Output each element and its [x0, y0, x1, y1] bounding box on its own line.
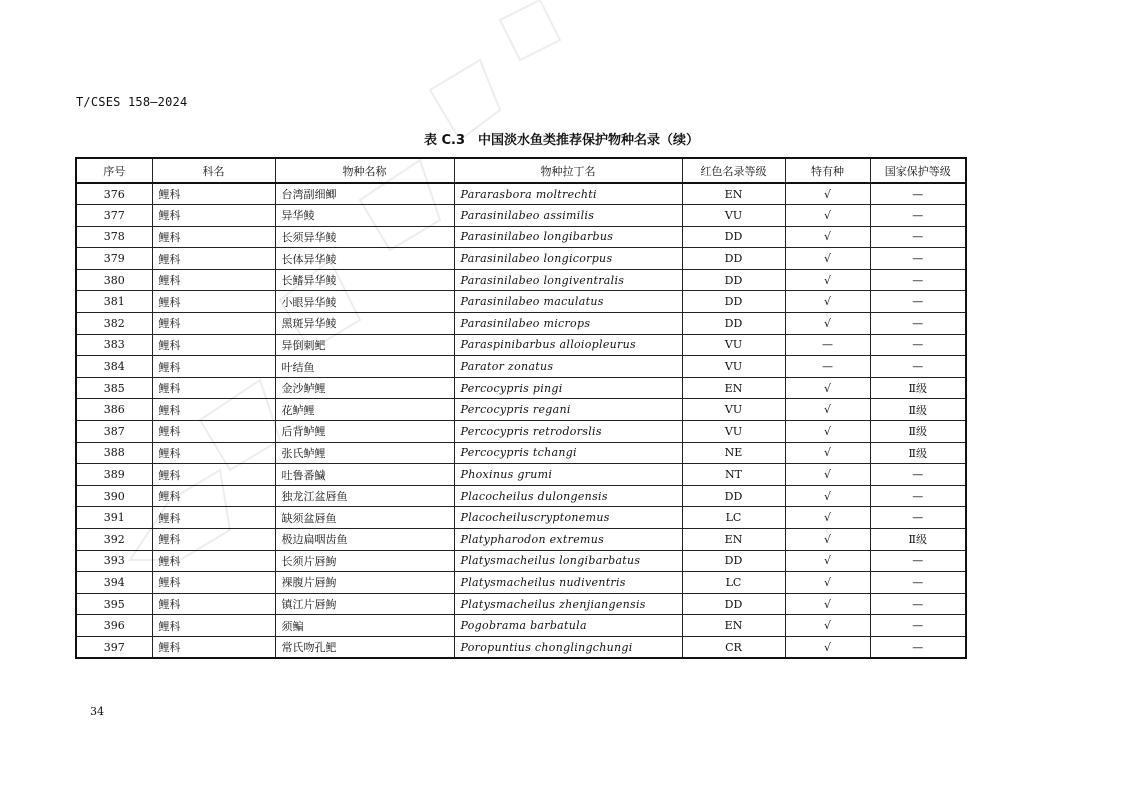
row-number: 376: [76, 183, 152, 205]
family-name: 鲤科: [152, 421, 275, 443]
table-row: [76, 269, 966, 291]
protection-level: —: [870, 593, 966, 615]
page-number: 34: [90, 705, 104, 718]
protection-level: Ⅱ级: [870, 421, 966, 443]
red-list-grade: NE: [682, 442, 785, 464]
family-name: 鲤科: [152, 636, 275, 658]
species-name: 吐鲁番鱥: [275, 464, 454, 486]
latin-name: Percocypris regani: [454, 399, 682, 421]
red-list-grade: VU: [682, 205, 785, 227]
latin-name: Parasinilabeo microps: [454, 313, 682, 335]
latin-name: Parasinilabeo longiventralis: [454, 269, 682, 291]
species-name: 异倒刺鲃: [275, 334, 454, 356]
species-name: 裸腹片唇鮈: [275, 572, 454, 594]
col-header-species-name: 物种名称: [275, 158, 454, 183]
protection-level: —: [870, 615, 966, 637]
species-name: 异华鲮: [275, 205, 454, 227]
species-name: 缺须盆唇鱼: [275, 507, 454, 529]
family-name: 鲤科: [152, 572, 275, 594]
table-row: [76, 593, 966, 615]
table-row: [76, 464, 966, 486]
col-header-family: 科名: [152, 158, 275, 183]
species-name: 小眼异华鲮: [275, 291, 454, 313]
red-list-grade: VU: [682, 399, 785, 421]
endemic-mark: √: [785, 485, 870, 507]
latin-name: Pararasbora moltrechti: [454, 183, 682, 205]
red-list-grade: CR: [682, 636, 785, 658]
family-name: 鲤科: [152, 205, 275, 227]
row-number: 382: [76, 313, 152, 335]
red-list-grade: VU: [682, 334, 785, 356]
row-number: 384: [76, 356, 152, 378]
row-number: 397: [76, 636, 152, 658]
row-number: 393: [76, 550, 152, 572]
protection-level: —: [870, 485, 966, 507]
table-row: [76, 572, 966, 594]
row-number: 396: [76, 615, 152, 637]
table-row: [76, 356, 966, 378]
protection-level: —: [870, 183, 966, 205]
table-row: [76, 507, 966, 529]
species-name: 台湾副细鲫: [275, 183, 454, 205]
endemic-mark: √: [785, 550, 870, 572]
table-row: [76, 313, 966, 335]
red-list-grade: VU: [682, 356, 785, 378]
row-number: 379: [76, 248, 152, 270]
red-list-grade: EN: [682, 183, 785, 205]
endemic-mark: √: [785, 226, 870, 248]
table-row: [76, 550, 966, 572]
endemic-mark: √: [785, 313, 870, 335]
endemic-mark: √: [785, 529, 870, 551]
species-name: 镇江片唇鮈: [275, 593, 454, 615]
species-name: 独龙江盆唇鱼: [275, 485, 454, 507]
row-number: 388: [76, 442, 152, 464]
latin-name: Poropuntius chonglingchungi: [454, 636, 682, 658]
family-name: 鲤科: [152, 356, 275, 378]
family-name: 鲤科: [152, 550, 275, 572]
family-name: 鲤科: [152, 291, 275, 313]
latin-name: Parator zonatus: [454, 356, 682, 378]
table-row: [76, 442, 966, 464]
red-list-grade: EN: [682, 615, 785, 637]
latin-name: Phoxinus grumi: [454, 464, 682, 486]
document-code: T/CSES 158—2024: [76, 95, 188, 109]
family-name: 鲤科: [152, 442, 275, 464]
species-name: 张氏鲈鲤: [275, 442, 454, 464]
table-row: [76, 615, 966, 637]
species-name: 后背鲈鲤: [275, 421, 454, 443]
table-row: [76, 485, 966, 507]
latin-name: Platysmacheilus zhenjiangensis: [454, 593, 682, 615]
col-header-number: 序号: [76, 158, 152, 183]
family-name: 鲤科: [152, 377, 275, 399]
col-header-red-list: 红色名录等级: [682, 158, 785, 183]
family-name: 鲤科: [152, 529, 275, 551]
table-row: [76, 205, 966, 227]
species-name: 极边扁咽齿鱼: [275, 529, 454, 551]
row-number: 395: [76, 593, 152, 615]
family-name: 鲤科: [152, 485, 275, 507]
table-row: [76, 334, 966, 356]
species-name: 花鲈鲤: [275, 399, 454, 421]
family-name: 鲤科: [152, 183, 275, 205]
protection-level: Ⅱ级: [870, 529, 966, 551]
family-name: 鲤科: [152, 507, 275, 529]
latin-name: Platysmacheilus longibarbatus: [454, 550, 682, 572]
table-row: [76, 226, 966, 248]
species-name: 常氏吻孔鲃: [275, 636, 454, 658]
endemic-mark: √: [785, 636, 870, 658]
red-list-grade: NT: [682, 464, 785, 486]
protection-level: —: [870, 205, 966, 227]
table-row: [76, 399, 966, 421]
protection-level: —: [870, 248, 966, 270]
red-list-grade: EN: [682, 377, 785, 399]
red-list-grade: DD: [682, 593, 785, 615]
family-name: 鲤科: [152, 313, 275, 335]
endemic-mark: √: [785, 269, 870, 291]
species-name: 须鳊: [275, 615, 454, 637]
protection-level: —: [870, 356, 966, 378]
family-name: 鲤科: [152, 615, 275, 637]
latin-name: Platypharodon extremus: [454, 529, 682, 551]
col-header-protection: 国家保护等级: [870, 158, 966, 183]
latin-name: Placocheiluscryptonemus: [454, 507, 682, 529]
latin-name: Paraspinibarbus alloiopleurus: [454, 334, 682, 356]
species-name: 黑斑异华鲮: [275, 313, 454, 335]
protection-level: —: [870, 464, 966, 486]
red-list-grade: DD: [682, 226, 785, 248]
protection-level: Ⅱ级: [870, 399, 966, 421]
table-row: [76, 421, 966, 443]
latin-name: Parasinilabeo maculatus: [454, 291, 682, 313]
table-row: [76, 183, 966, 205]
table-row: [76, 636, 966, 658]
row-number: 387: [76, 421, 152, 443]
protection-level: —: [870, 334, 966, 356]
protection-level: Ⅱ级: [870, 442, 966, 464]
species-name: 金沙鲈鲤: [275, 377, 454, 399]
red-list-grade: DD: [682, 291, 785, 313]
species-name: 长须片唇鮈: [275, 550, 454, 572]
endemic-mark: —: [785, 356, 870, 378]
red-list-grade: DD: [682, 248, 785, 270]
table-row: [76, 529, 966, 551]
red-list-grade: VU: [682, 421, 785, 443]
endemic-mark: √: [785, 507, 870, 529]
protection-level: —: [870, 226, 966, 248]
family-name: 鲤科: [152, 226, 275, 248]
row-number: 386: [76, 399, 152, 421]
row-number: 377: [76, 205, 152, 227]
endemic-mark: √: [785, 291, 870, 313]
red-list-grade: DD: [682, 269, 785, 291]
endemic-mark: √: [785, 399, 870, 421]
latin-name: Parasinilabeo assimilis: [454, 205, 682, 227]
endemic-mark: √: [785, 464, 870, 486]
red-list-grade: DD: [682, 550, 785, 572]
family-name: 鲤科: [152, 593, 275, 615]
latin-name: Percocypris tchangi: [454, 442, 682, 464]
protection-level: —: [870, 291, 966, 313]
latin-name: Percocypris pingi: [454, 377, 682, 399]
latin-name: Platysmacheilus nudiventris: [454, 572, 682, 594]
row-number: 392: [76, 529, 152, 551]
protection-level: —: [870, 313, 966, 335]
endemic-mark: √: [785, 593, 870, 615]
species-name: 长体异华鲮: [275, 248, 454, 270]
endemic-mark: √: [785, 442, 870, 464]
endemic-mark: √: [785, 205, 870, 227]
protection-level: Ⅱ级: [870, 377, 966, 399]
row-number: 391: [76, 507, 152, 529]
table-row: [76, 291, 966, 313]
row-number: 390: [76, 485, 152, 507]
species-name: 叶结鱼: [275, 356, 454, 378]
row-number: 378: [76, 226, 152, 248]
latin-name: Percocypris retrodorslis: [454, 421, 682, 443]
table-row: [76, 248, 966, 270]
table-caption: 表 C.3 中国淡水鱼类推荐保护物种名录（续）: [423, 133, 700, 148]
row-number: 381: [76, 291, 152, 313]
family-name: 鲤科: [152, 269, 275, 291]
table-row: [76, 377, 966, 399]
endemic-mark: √: [785, 248, 870, 270]
protection-level: —: [870, 507, 966, 529]
species-table: [75, 157, 967, 659]
latin-name: Parasinilabeo longibarbus: [454, 226, 682, 248]
family-name: 鲤科: [152, 334, 275, 356]
col-header-endemic: 特有种: [785, 158, 870, 183]
row-number: 380: [76, 269, 152, 291]
red-list-grade: EN: [682, 529, 785, 551]
row-number: 394: [76, 572, 152, 594]
red-list-grade: DD: [682, 485, 785, 507]
latin-name: Pogobrama barbatula: [454, 615, 682, 637]
endemic-mark: √: [785, 572, 870, 594]
family-name: 鲤科: [152, 464, 275, 486]
protection-level: —: [870, 550, 966, 572]
protection-level: —: [870, 636, 966, 658]
col-header-latin-name: 物种拉丁名: [454, 158, 682, 183]
latin-name: Parasinilabeo longicorpus: [454, 248, 682, 270]
protection-level: —: [870, 572, 966, 594]
endemic-mark: —: [785, 334, 870, 356]
row-number: 385: [76, 377, 152, 399]
red-list-grade: LC: [682, 507, 785, 529]
species-name: 长须异华鲮: [275, 226, 454, 248]
endemic-mark: √: [785, 615, 870, 637]
endemic-mark: √: [785, 183, 870, 205]
red-list-grade: LC: [682, 572, 785, 594]
species-name: 长鳍异华鲮: [275, 269, 454, 291]
protection-level: —: [870, 269, 966, 291]
family-name: 鲤科: [152, 248, 275, 270]
red-list-grade: DD: [682, 313, 785, 335]
endemic-mark: √: [785, 377, 870, 399]
latin-name: Placocheilus dulongensis: [454, 485, 682, 507]
row-number: 383: [76, 334, 152, 356]
endemic-mark: √: [785, 421, 870, 443]
row-number: 389: [76, 464, 152, 486]
family-name: 鲤科: [152, 399, 275, 421]
table-header-row: [76, 158, 966, 183]
